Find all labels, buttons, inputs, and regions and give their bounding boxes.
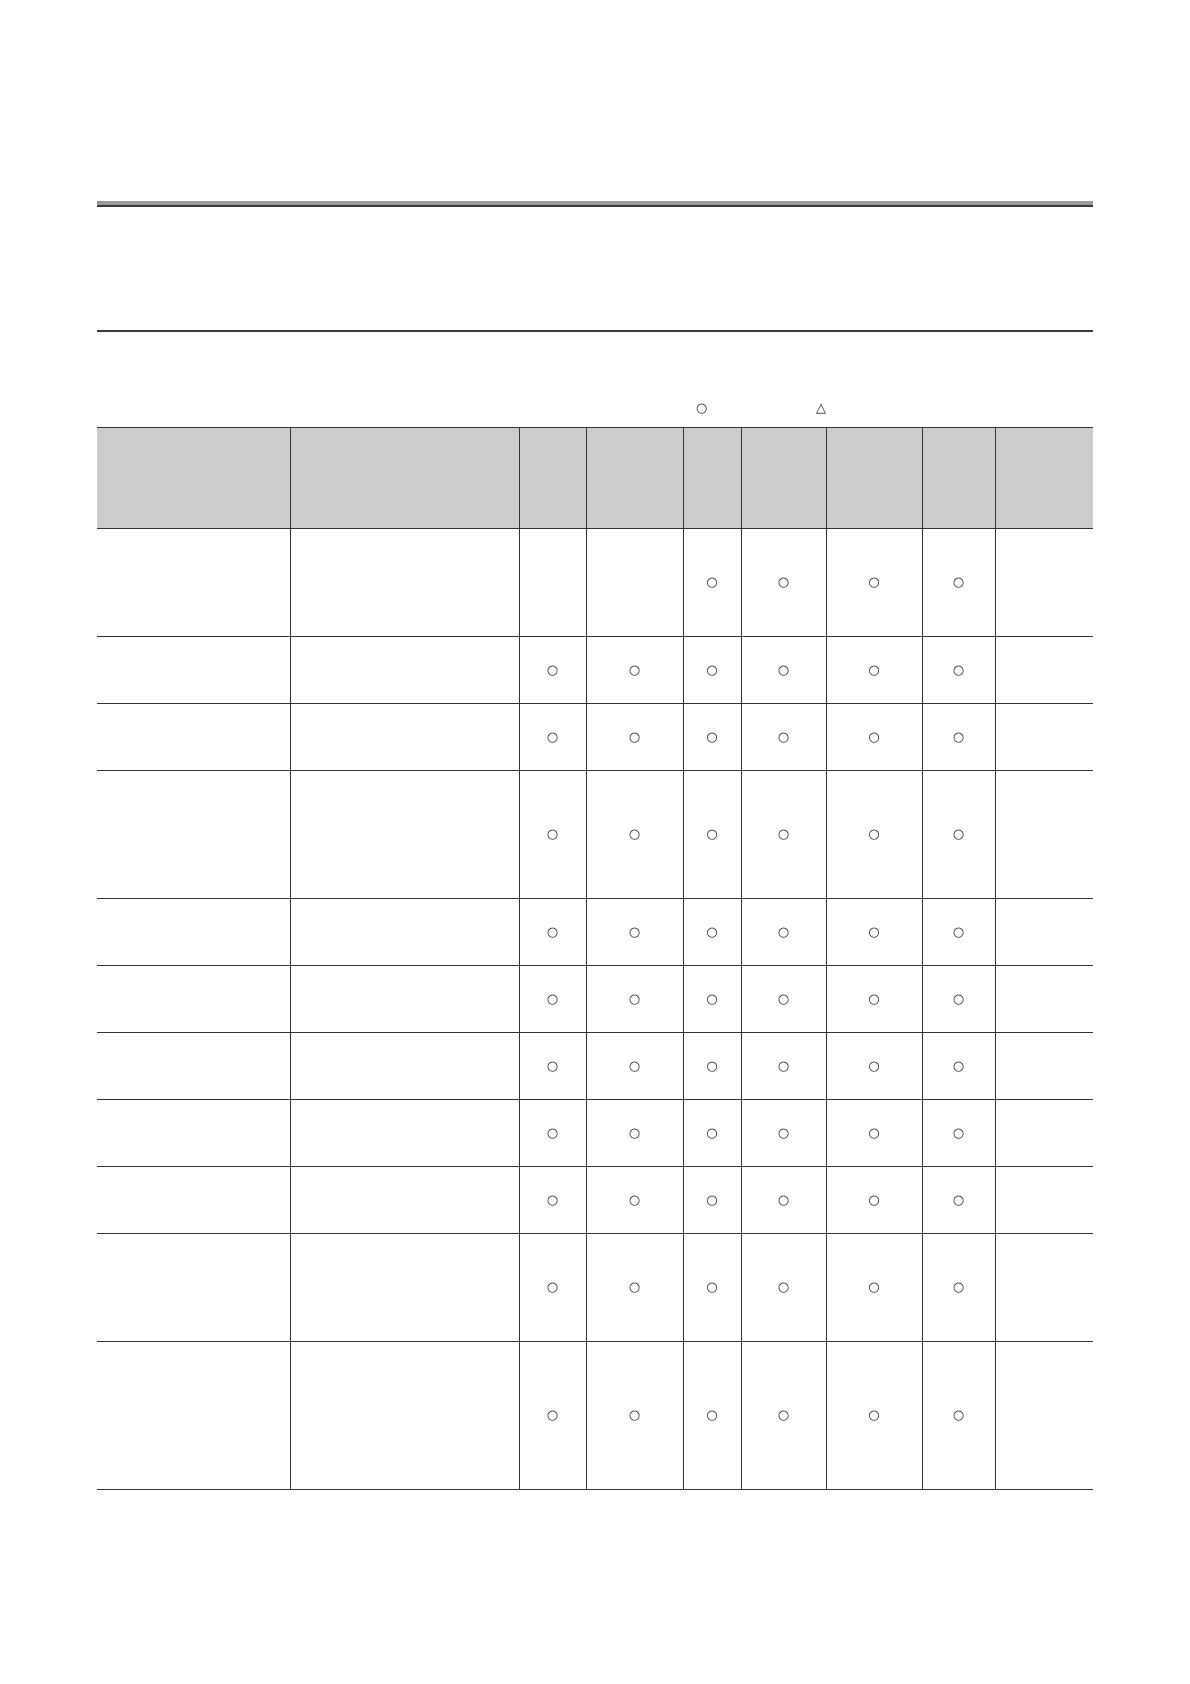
support-mark: ○ <box>546 729 559 745</box>
table-cell <box>995 1234 1093 1342</box>
support-mark: ○ <box>777 1192 790 1208</box>
support-mark: ○ <box>706 1408 718 1423</box>
table-cell <box>826 1100 922 1167</box>
legend-circle-icon: ○ <box>696 401 708 416</box>
table-cell <box>683 966 741 1033</box>
support-mark: ○ <box>952 662 965 678</box>
table-cell <box>683 1167 741 1234</box>
support-mark: ○ <box>628 1280 641 1295</box>
table-cell <box>97 1100 290 1167</box>
table-cell <box>97 704 290 771</box>
table-cell <box>519 1234 586 1342</box>
column-header <box>290 428 519 529</box>
table-cell <box>97 966 290 1033</box>
legend-triangle-icon: △ <box>816 401 826 416</box>
table-cell <box>290 1033 519 1100</box>
support-mark: ○ <box>777 575 790 590</box>
table-cell <box>97 771 290 899</box>
table-cell <box>290 529 519 637</box>
support-mark: ○ <box>952 1280 965 1295</box>
table-cell <box>826 1167 922 1234</box>
table-cell <box>586 529 683 637</box>
table-row <box>97 704 1093 771</box>
table-cell <box>741 899 826 966</box>
table-row <box>97 1100 1093 1167</box>
table-cell <box>683 1234 741 1342</box>
support-mark: ○ <box>777 1058 790 1074</box>
table-cell <box>826 637 922 704</box>
support-mark: ○ <box>706 662 718 678</box>
support-mark: ○ <box>868 1408 880 1423</box>
table-row <box>97 1167 1093 1234</box>
legend <box>0 0 1190 420</box>
table-cell <box>290 899 519 966</box>
header-row <box>97 428 1093 529</box>
table-cell <box>290 1342 519 1490</box>
support-mark: ○ <box>628 1058 641 1074</box>
support-mark: ○ <box>777 924 790 940</box>
support-mark: ○ <box>706 729 718 745</box>
table-cell <box>995 966 1093 1033</box>
support-mark: ○ <box>777 1125 790 1141</box>
compatibility-table <box>97 427 1093 1490</box>
table-row <box>97 1033 1093 1100</box>
support-mark: ○ <box>777 1408 790 1423</box>
table-cell <box>97 899 290 966</box>
table-cell <box>519 1167 586 1234</box>
support-mark: ○ <box>546 1058 559 1074</box>
table-cell <box>586 1234 683 1342</box>
support-mark: ○ <box>628 662 641 678</box>
column-header <box>683 428 741 529</box>
support-mark: ○ <box>628 1125 641 1141</box>
support-mark: ○ <box>546 991 559 1007</box>
table-cell <box>683 1342 741 1490</box>
support-mark: ○ <box>546 662 559 678</box>
support-mark: ○ <box>546 1125 559 1141</box>
table-cell <box>683 771 741 899</box>
table-cell <box>683 1033 741 1100</box>
table-cell <box>290 966 519 1033</box>
table-cell <box>995 1342 1093 1490</box>
table-cell <box>519 1100 586 1167</box>
table-cell <box>995 1033 1093 1100</box>
table-cell <box>922 704 995 771</box>
table-cell <box>519 1342 586 1490</box>
table-cell <box>741 771 826 899</box>
support-mark: ○ <box>546 1408 559 1423</box>
table-cell <box>826 899 922 966</box>
support-mark: ○ <box>868 1192 880 1208</box>
table-cell <box>683 637 741 704</box>
column-header <box>519 428 586 529</box>
support-mark: ○ <box>952 924 965 940</box>
table-cell <box>683 899 741 966</box>
table-cell <box>586 1167 683 1234</box>
column-header <box>97 428 290 529</box>
support-mark: ○ <box>706 827 718 842</box>
support-mark: ○ <box>868 1125 880 1141</box>
support-mark: ○ <box>868 575 880 590</box>
table-cell <box>826 771 922 899</box>
table-cell <box>826 1234 922 1342</box>
table-row <box>97 1234 1093 1342</box>
table-row <box>97 529 1093 637</box>
table-row <box>97 966 1093 1033</box>
support-mark: ○ <box>546 827 559 842</box>
support-mark: ○ <box>777 662 790 678</box>
support-mark: ○ <box>706 1280 718 1295</box>
table-cell <box>683 1100 741 1167</box>
table-row <box>97 899 1093 966</box>
table-cell <box>683 529 741 637</box>
table-cell <box>586 1033 683 1100</box>
table-cell <box>741 1033 826 1100</box>
support-mark: ○ <box>777 991 790 1007</box>
table-cell <box>995 1167 1093 1234</box>
column-header <box>741 428 826 529</box>
table-cell <box>922 771 995 899</box>
table-cell <box>826 1342 922 1490</box>
table-cell <box>995 1100 1093 1167</box>
table-cell <box>97 1167 290 1234</box>
support-mark: ○ <box>628 827 641 842</box>
table-cell <box>995 637 1093 704</box>
support-mark: ○ <box>868 991 880 1007</box>
table-cell <box>97 1234 290 1342</box>
column-header <box>995 428 1093 529</box>
column-header <box>826 428 922 529</box>
table-cell <box>290 771 519 899</box>
table-cell <box>995 899 1093 966</box>
table-cell <box>519 529 586 637</box>
support-mark: ○ <box>868 729 880 745</box>
table-cell <box>922 1100 995 1167</box>
table-cell <box>995 704 1093 771</box>
column-header <box>922 428 995 529</box>
support-mark: ○ <box>628 1192 641 1208</box>
table-cell <box>586 1100 683 1167</box>
table-cell <box>826 529 922 637</box>
support-mark: ○ <box>952 1408 965 1423</box>
table-cell <box>586 704 683 771</box>
table-cell <box>826 1033 922 1100</box>
support-mark: ○ <box>952 1125 965 1141</box>
table-cell <box>741 1234 826 1342</box>
support-mark: ○ <box>628 729 641 745</box>
support-mark: ○ <box>706 1058 718 1074</box>
support-mark: ○ <box>777 1280 790 1295</box>
table-cell <box>290 704 519 771</box>
table-cell <box>97 529 290 637</box>
support-mark: ○ <box>868 1280 880 1295</box>
table-header <box>97 428 1093 529</box>
table-cell <box>741 966 826 1033</box>
support-mark: ○ <box>952 1058 965 1074</box>
support-mark: ○ <box>777 827 790 842</box>
table-cell <box>741 704 826 771</box>
table-cell <box>290 637 519 704</box>
table-cell <box>519 1033 586 1100</box>
table-cell <box>922 1167 995 1234</box>
table-cell <box>519 704 586 771</box>
table-cell <box>97 1342 290 1490</box>
table-cell <box>586 966 683 1033</box>
table-cell <box>922 899 995 966</box>
table-cell <box>586 637 683 704</box>
table-cell <box>922 1234 995 1342</box>
table-row <box>97 637 1093 704</box>
table-cell <box>586 1342 683 1490</box>
table-cell <box>290 1167 519 1234</box>
support-mark: ○ <box>952 827 965 842</box>
table-cell <box>519 899 586 966</box>
support-mark: ○ <box>952 729 965 745</box>
table-cell <box>826 704 922 771</box>
support-mark: ○ <box>868 1058 880 1074</box>
table-cell <box>290 1100 519 1167</box>
table-row <box>97 1342 1093 1490</box>
table-cell <box>519 771 586 899</box>
support-mark: ○ <box>628 1408 641 1423</box>
support-mark: ○ <box>706 575 718 590</box>
table-cell <box>741 637 826 704</box>
table-body <box>97 529 1093 1490</box>
table-cell <box>922 637 995 704</box>
table-cell <box>741 1167 826 1234</box>
support-mark: ○ <box>706 1125 718 1141</box>
support-mark: ○ <box>706 1192 718 1208</box>
column-header <box>586 428 683 529</box>
support-mark: ○ <box>777 729 790 745</box>
support-mark: ○ <box>952 575 965 590</box>
support-mark: ○ <box>868 662 880 678</box>
table-cell <box>826 966 922 1033</box>
table-cell <box>586 771 683 899</box>
table-row <box>97 771 1093 899</box>
table-cell <box>741 1342 826 1490</box>
support-mark: ○ <box>546 1192 559 1208</box>
table-cell <box>995 529 1093 637</box>
support-mark: ○ <box>706 924 718 940</box>
support-mark: ○ <box>868 924 880 940</box>
table-cell <box>922 529 995 637</box>
support-mark: ○ <box>628 924 641 940</box>
support-mark: ○ <box>868 827 880 842</box>
table-cell <box>519 637 586 704</box>
table-cell <box>922 1033 995 1100</box>
support-mark: ○ <box>546 924 559 940</box>
table-cell <box>995 771 1093 899</box>
support-mark: ○ <box>952 991 965 1007</box>
table-cell <box>741 1100 826 1167</box>
table-cell <box>683 704 741 771</box>
table-cell <box>290 1234 519 1342</box>
table-cell <box>97 637 290 704</box>
table-cell <box>922 966 995 1033</box>
table-cell <box>922 1342 995 1490</box>
support-mark: ○ <box>706 991 718 1007</box>
table-cell <box>519 966 586 1033</box>
table-cell <box>97 1033 290 1100</box>
support-mark: ○ <box>952 1192 965 1208</box>
support-mark: ○ <box>628 991 641 1007</box>
support-mark: ○ <box>546 1280 559 1295</box>
table-cell <box>586 899 683 966</box>
table-cell <box>741 529 826 637</box>
